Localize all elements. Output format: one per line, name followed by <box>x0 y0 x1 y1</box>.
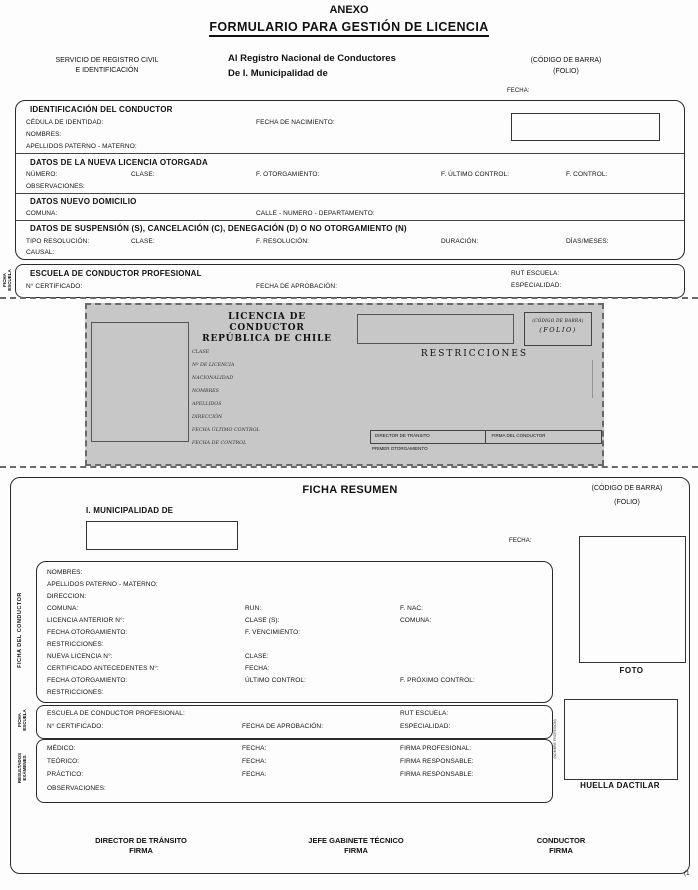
divider <box>16 153 684 154</box>
comuna-label: COMUNA: <box>26 210 58 217</box>
header-fecha-label: FECHA: <box>507 88 530 94</box>
identificacion-blank-box <box>511 113 660 141</box>
card-folio-label: (FOLIO) <box>539 326 577 334</box>
conductor-row-label: NUEVA LICENCIA N°: <box>47 653 113 660</box>
signature-director <box>41 836 241 856</box>
conductor-row-label: FECHA OTORGAMIENTO: <box>47 629 128 636</box>
addressee <box>228 51 396 81</box>
card-field: NOMBRES <box>192 389 219 394</box>
resumen-fecha-label: FECHA: <box>509 538 532 544</box>
org-line1: SERVICIO DE REGISTRO CIVIL <box>55 57 159 64</box>
header-barcode <box>516 55 616 77</box>
resultados-examenes-side-label <box>17 748 27 788</box>
examenes-side-line1: RESULTADOS <box>17 752 22 784</box>
nombres-label: NOMBRES: <box>26 131 62 138</box>
municipalidad-blank-box <box>86 521 238 550</box>
suspension-title: DATOS DE SUSPENSIÓN (S), CANCELACIÓN (C), DENEGACIÓN (D) O NO OTORGAMIENTO (N) <box>30 224 407 233</box>
resumen-cert-label: N° CERTIFICADO: <box>47 723 104 730</box>
n-certificado-label: N° CERTIFICADO: <box>26 283 83 290</box>
ficha-resumen-box <box>10 477 690 874</box>
municipalidad-label: I. MUNICIPALIDAD DE <box>86 506 174 515</box>
resumen-folio-label: (FOLIO) <box>614 499 640 506</box>
numero-label: NÚMERO: <box>26 171 58 178</box>
duracion-label: DURACIÓN: <box>441 238 479 245</box>
examen-row-label: TEÓRICO: <box>47 758 80 765</box>
escuela-superior-box <box>15 264 685 298</box>
conductor-row-label: LICENCIA ANTERIOR N°: <box>47 617 125 624</box>
cedula-label: CÉDULA DE IDENTIDAD: <box>26 119 104 126</box>
dashed-separator-bottom <box>0 466 698 468</box>
especialidad-label: ESPECIALIDAD: <box>511 282 562 289</box>
f-ultimo-control-label: F. ÚLTIMO CONTROL: <box>441 171 510 178</box>
card-firma-conductor-label: FIRMA DEL CONDUCTOR <box>491 433 546 438</box>
card-title-line1: LICENCIA DE CONDUCTOR <box>228 312 306 333</box>
card-title-line2: REPÚBLICA DE CHILE <box>202 334 332 344</box>
foto-box <box>579 536 686 663</box>
ficha-del-conductor-side-label: FICHA DEL CONDUCTOR <box>17 592 23 668</box>
f-resolucion-label: F. RESOLUCIÓN: <box>256 238 310 245</box>
conductor-row-label: NOMBRES: <box>47 569 83 576</box>
page-marker: (1 <box>684 871 690 877</box>
card-field: Nº DE LICENCIA <box>192 363 235 368</box>
examen-row-label: FECHA: <box>242 745 267 752</box>
examen-row-label: FIRMA PROFESIONAL: <box>400 745 472 752</box>
card-director-label: DIRECTOR DE TRÁNSITO <box>371 431 486 443</box>
card-title <box>192 312 342 345</box>
conductor-row-label: DIRECCION: <box>47 593 87 600</box>
examen-row-label: PRÁCTICO: <box>47 771 84 778</box>
license-card-specimen <box>85 303 604 466</box>
card-field: CLASE <box>192 350 210 355</box>
main-form-box <box>15 100 685 260</box>
fecha-aprobacion-label: FECHA DE APROBACIÓN: <box>256 283 338 290</box>
card-field: NACIONALIDAD <box>192 376 234 381</box>
signature-conductor <box>461 836 661 856</box>
signature-director-firma: FIRMA <box>129 846 153 855</box>
examenes-side-line2: EXÁMENES <box>22 755 27 781</box>
ficha-conductor-box <box>36 561 553 703</box>
escuela-title: ESCUELA DE CONDUCTOR PROFESIONAL <box>30 269 202 278</box>
card-barcode-box <box>524 312 592 346</box>
addressee-line1: Al Registro Nacional de Conductores <box>228 53 396 64</box>
card-field: APELLIDOS <box>192 402 222 407</box>
nombre-profesion-side-label: (NOMBRE PROFESIÓN) <box>553 719 557 759</box>
resumen-ficha-escuela-side-label <box>17 703 27 737</box>
resumen-escuela-box <box>36 705 553 739</box>
resumen-escuela-side-line1: FICHA <box>17 713 22 727</box>
foto-label: FOTO <box>619 666 644 675</box>
signature-jefe-role: JEFE GABINETE TÉCNICO <box>308 836 404 845</box>
divider <box>16 220 684 221</box>
card-field: FECHA ÚLTIMO CONTROL <box>192 428 260 433</box>
barcode-label: (CÓDIGO DE BARRA) <box>530 57 602 64</box>
huella-box <box>564 699 678 780</box>
examen-row-label: FIRMA RESPONSABLE: <box>400 758 474 765</box>
fecha-nacimiento-label: FECHA DE NACIMIENTO: <box>256 119 335 126</box>
f-otorgamiento-label: F. OTORGAMIENTO: <box>256 171 320 178</box>
examen-row-label: FECHA: <box>242 758 267 765</box>
dias-meses-label: DÍAS/MESES: <box>566 238 609 245</box>
observaciones-label: OBSERVACIONES: <box>26 183 85 190</box>
conductor-row-label: COMUNA: <box>400 617 432 624</box>
signature-jefe-firma: FIRMA <box>344 846 368 855</box>
signature-director-role: DIRECTOR DE TRÁNSITO <box>95 836 187 845</box>
resumen-barcode-label: (CÓDIGO DE BARRA) <box>591 485 663 492</box>
org-name <box>28 56 186 76</box>
dashed-separator-top <box>0 297 698 299</box>
divider <box>16 193 684 194</box>
card-photo-box <box>91 322 189 442</box>
examen-row-label: OBSERVACIONES: <box>47 785 106 792</box>
conductor-row-label: RUN: <box>245 605 262 612</box>
conductor-row-label: CLASE: <box>245 653 269 660</box>
conductor-row-label: COMUNA: <box>47 605 79 612</box>
card-signature-strip <box>370 430 602 444</box>
examen-row-label: FECHA: <box>242 771 267 778</box>
ficha-escuela-side-line1: FICHA <box>2 273 7 287</box>
resumen-fecha-aprobacion-label: FECHA DE APROBACIÓN: <box>242 723 324 730</box>
nuevo-domicilio-title: DATOS NUEVO DOMICILIO <box>30 197 137 206</box>
ficha-escuela-side-line2: ESCUELA <box>7 269 12 291</box>
conductor-row-label: CERTIFICADO ANTECEDENTES N°: <box>47 665 159 672</box>
resumen-barcode <box>567 482 687 510</box>
conductor-row-label: FECHA: <box>245 665 270 672</box>
ficha-escuela-side-label <box>2 265 12 295</box>
conductor-row-label: F. PRÓXIMO CONTROL: <box>400 677 475 684</box>
resumen-escuela-side-line2: ESCUELA <box>22 709 27 731</box>
huella-label: HUELLA DACTILAR <box>580 781 660 790</box>
card-edge-mark <box>592 360 593 398</box>
f-control-label: F. CONTROL: <box>566 171 608 178</box>
page-title: ANEXO <box>329 4 369 16</box>
page-subtitle: FORMULARIO PARA GESTIÓN DE LICENCIA <box>209 20 488 37</box>
addressee-line2: De I. Municipalidad de <box>228 68 328 79</box>
signature-conductor-role: CONDUCTOR <box>536 836 586 845</box>
card-field: FECHA DE CONTROL <box>192 441 247 446</box>
ficha-resumen-title: FICHA RESUMEN <box>302 484 398 496</box>
resumen-especialidad-label: ESPECIALIDAD: <box>400 723 451 730</box>
org-line2: E IDENTIFICACIÓN <box>75 67 139 74</box>
causal-label: CAUSAL: <box>26 249 55 256</box>
conductor-row-label: ÚLTIMO CONTROL: <box>245 677 306 684</box>
card-restricciones-label: RESTRICCIONES <box>420 349 529 359</box>
conductor-row-label: CLASE (S): <box>245 617 280 624</box>
conductor-row-label: RESTRICCIONES: <box>47 689 104 696</box>
identificacion-title: IDENTIFICACIÓN DEL CONDUCTOR <box>30 105 173 114</box>
card-field: DIRECCIÓN <box>192 415 223 420</box>
card-barcode-label: (CÓDIGO DE BARRA) <box>532 318 584 323</box>
signature-jefe-gabinete <box>256 836 456 856</box>
rut-escuela-label: RUT ESCUELA: <box>511 270 560 277</box>
tipo-resolucion-label: TIPO RESOLUCIÓN: <box>26 238 90 245</box>
folio-label: (FOLIO) <box>553 68 579 75</box>
conductor-row-label: FECHA OTORGAMIENTO: <box>47 677 128 684</box>
apellidos-label: APELLIDOS PATERNO - MATERNO: <box>26 143 137 150</box>
conductor-row-label: F. VENCIMIENTO: <box>245 629 301 636</box>
calle-label: CALLE - NUMERO - DEPARTAMENTO: <box>256 210 375 217</box>
card-blank-box <box>357 314 514 344</box>
card-primer-otorgamiento-label: PRIMER OTORGAMIENTO <box>372 446 428 451</box>
suspension-clase-label: CLASE: <box>131 238 155 245</box>
resumen-escuela-title: ESCUELA DE CONDUCTOR PROFESIONAL: <box>47 710 185 717</box>
signature-conductor-firma: FIRMA <box>549 846 573 855</box>
examen-row-label: FIRMA RESPONSABLE: <box>400 771 474 778</box>
resumen-examenes-box <box>36 739 553 803</box>
conductor-row-label: APELLIDOS PATERNO - MATERNO: <box>47 581 158 588</box>
conductor-row-label: RESTRICCIONES: <box>47 641 104 648</box>
clase-label: CLASE: <box>131 171 155 178</box>
nueva-licencia-title: DATOS DE LA NUEVA LICENCIA OTORGADA <box>30 158 208 167</box>
resumen-rut-label: RUT ESCUELA: <box>400 710 449 717</box>
conductor-row-label: F. NAC: <box>400 605 424 612</box>
examen-row-label: MÉDICO: <box>47 745 76 752</box>
